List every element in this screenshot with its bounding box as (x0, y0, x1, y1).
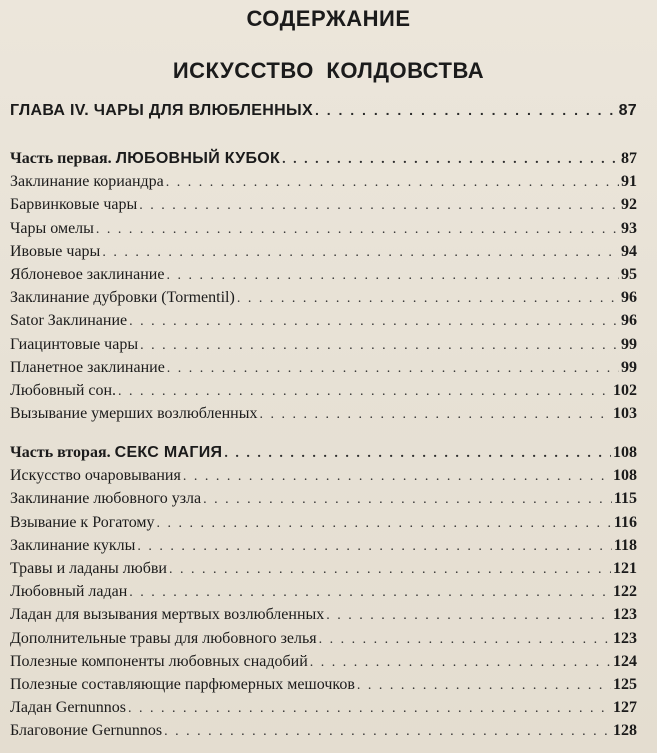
toc-page-number: 127 (613, 699, 637, 717)
toc-page-number: 121 (613, 559, 637, 577)
toc-row (10, 719, 637, 742)
toc-item-label: Яблоневое заклинание (10, 265, 165, 283)
leader-dots (167, 357, 619, 380)
chapter-label: ГЛАВА IV. ЧАРЫ ДЛЯ ВЛЮБЛЕННЫХ (10, 102, 313, 119)
part-one-page-number: 87 (621, 150, 637, 167)
toc-item-label: Травы и ладаны любви (10, 559, 167, 577)
leader-dots (319, 628, 611, 651)
leader-dots (224, 442, 611, 465)
leader-dots (282, 148, 619, 171)
part-two-name: СЕКС МАГИЯ (114, 444, 223, 461)
part-two-heading (10, 441, 637, 464)
leader-dots (183, 465, 611, 488)
toc-row (10, 650, 637, 673)
toc-item-label: Заклинание любовного узла (10, 490, 202, 508)
leader-dots (118, 380, 611, 403)
toc-item-label: Благовоние Gernunnos (10, 722, 163, 740)
leader-dots (315, 99, 617, 122)
leader-dots (140, 334, 619, 357)
part-one-block (10, 147, 637, 425)
leader-dots (237, 287, 619, 310)
toc-row (10, 286, 637, 309)
toc-item-label: Искусство очаровывания (10, 467, 181, 485)
part-one-prefix: Часть первая. (10, 150, 116, 167)
chapter-entry (10, 99, 637, 121)
toc-page-number: 94 (621, 242, 637, 260)
toc-row (10, 487, 637, 510)
toc-page-number: 118 (613, 536, 637, 554)
part-two-prefix: Часть вторая. (10, 444, 115, 461)
toc-row (10, 603, 637, 626)
part-one-label (10, 147, 280, 170)
toc-row (10, 557, 637, 580)
leader-dots (129, 310, 619, 333)
toc-row (10, 464, 637, 487)
toc-item-label: Вызывание умерших возлюбленных (10, 405, 258, 423)
toc-row (10, 580, 637, 603)
leader-dots (139, 194, 619, 217)
toc-row (10, 696, 637, 719)
leader-dots (203, 488, 612, 511)
leader-dots (157, 512, 612, 535)
toc-page-number: 96 (621, 312, 637, 330)
toc-page-number: 92 (621, 196, 637, 214)
toc-item-label: Заклинание кориандра (10, 173, 164, 191)
toc-page-number: 122 (613, 583, 637, 601)
part-two-page-number: 108 (613, 444, 637, 461)
toc-page-number: 116 (613, 513, 637, 531)
toc-row (10, 217, 637, 240)
toc-item-label: Ладан для вызывания мертвых возлюбленных (10, 606, 325, 624)
toc-item-label: Чары омелы (10, 219, 94, 237)
leader-dots (357, 674, 611, 697)
part-two-label (10, 441, 222, 464)
toc-row (10, 170, 637, 193)
toc-item-label: Sator Заклинание (10, 312, 128, 330)
toc-page-number: 108 (613, 467, 637, 485)
toc-item-label: Барвинковые чары (10, 196, 138, 214)
leader-dots (326, 604, 611, 627)
part-one-name: ЛЮБОВНЫЙ КУБОК (115, 150, 281, 167)
toc-page-number: 99 (621, 358, 637, 376)
toc-item-label: Планетное заклинание (10, 358, 165, 376)
toc-row (10, 333, 637, 356)
leader-dots (259, 403, 611, 426)
toc-item-label: Заклинание дубровки (Tormentil) (10, 289, 235, 307)
toc-item-label: Любовный ладан (10, 583, 128, 601)
toc-item-label: Любовный сон. (10, 381, 117, 399)
section-title: ИСКУССТВО КОЛДОВСТВА (172, 58, 485, 83)
toc-page-number: 95 (621, 265, 637, 283)
toc-page-number: 128 (613, 722, 637, 740)
toc-row (10, 379, 637, 402)
toc-page-number: 96 (621, 289, 637, 307)
toc-row (10, 627, 637, 650)
leader-dots (102, 241, 619, 264)
toc-row (10, 309, 637, 332)
part-one-heading (10, 147, 637, 170)
toc-page-number: 91 (621, 173, 637, 191)
toc-page-number: 123 (613, 606, 637, 624)
toc-row (10, 402, 637, 425)
leader-dots (310, 651, 611, 674)
leader-dots (128, 697, 611, 720)
toc-item-label: Полезные составляющие парфюмерных мешочков (10, 675, 355, 693)
toc-item-label: Полезные компоненты любовных снадобий (10, 652, 308, 670)
toc-page-number: 99 (621, 335, 637, 353)
toc-row (10, 356, 637, 379)
toc-page-number: 115 (613, 490, 637, 508)
toc-page-number: 124 (613, 652, 637, 670)
leader-dots (166, 264, 619, 287)
toc-row (10, 673, 637, 696)
page-title: СОДЕРЖАНИЕ (246, 6, 411, 31)
leader-dots (166, 171, 619, 194)
toc-page-number: 102 (613, 381, 637, 399)
toc-item-label: Ладан Gernunnos (10, 699, 126, 717)
toc-row (10, 511, 637, 534)
leader-dots (129, 581, 611, 604)
toc-item-label: Гиацинтовые чары (10, 335, 139, 353)
toc-page-number: 123 (613, 629, 637, 647)
toc-page-number: 93 (621, 219, 637, 237)
toc-page-number: 103 (613, 405, 637, 423)
part-two-block (10, 441, 637, 742)
toc-row (10, 263, 637, 286)
leader-dots (169, 558, 611, 581)
toc-row (10, 99, 637, 122)
toc-page-number: 125 (613, 675, 637, 693)
toc-row (10, 534, 637, 557)
toc-item-label: Ивовые чары (10, 242, 101, 260)
toc-row (10, 240, 637, 263)
chapter-page-number: 87 (618, 102, 637, 119)
toc-item-label: Заклинание куклы (10, 536, 136, 554)
leader-dots (96, 218, 619, 241)
toc-item-label: Дополнительные травы для любовного зелья (10, 629, 317, 647)
leader-dots (137, 535, 611, 558)
leader-dots (164, 720, 611, 743)
toc-item-label: Взывание к Рогатому (10, 513, 155, 531)
toc-row (10, 193, 637, 216)
